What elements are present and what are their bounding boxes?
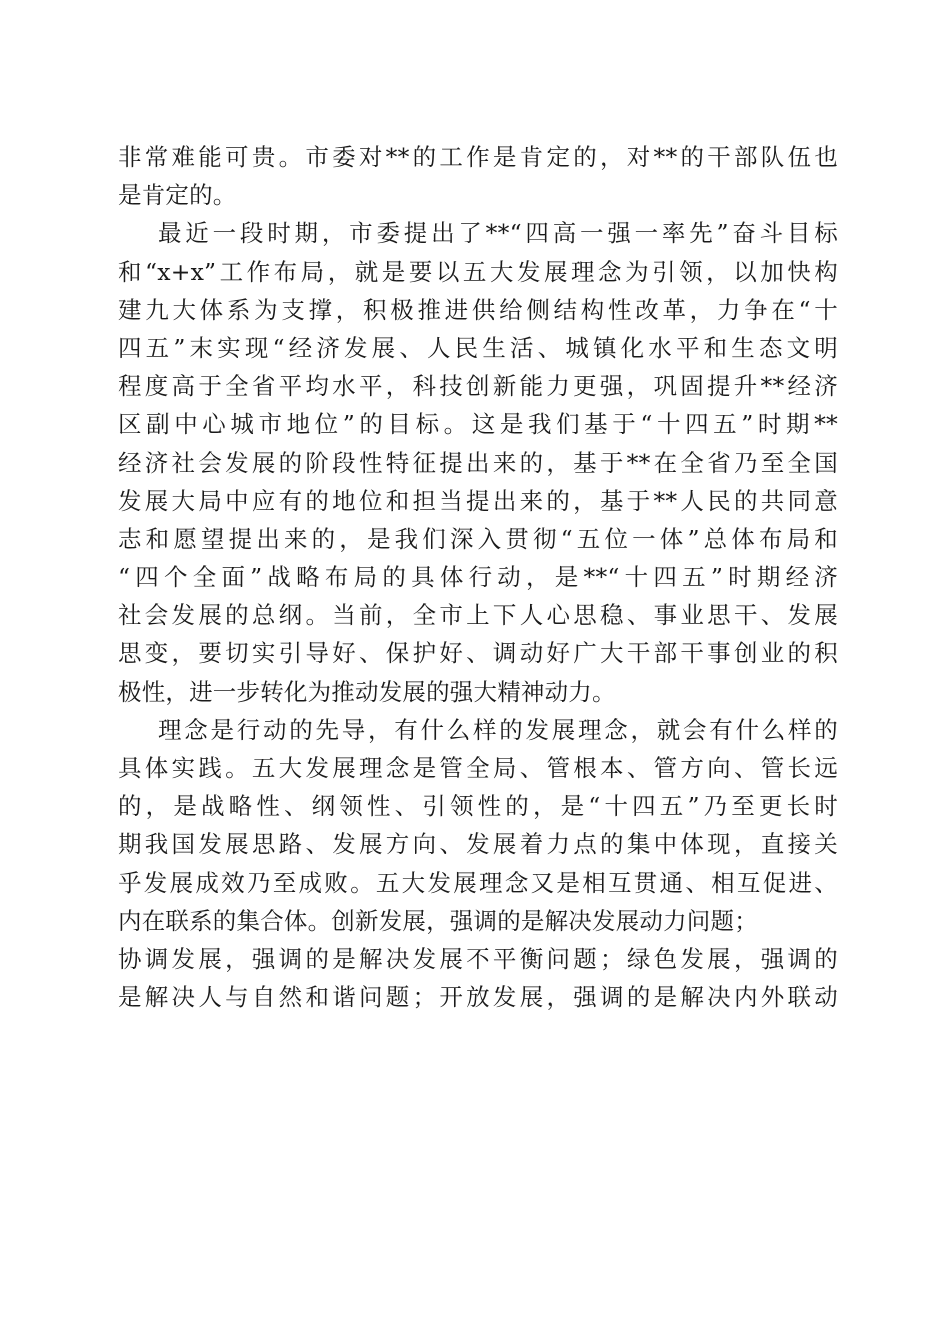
text-line-9: 经济社会发展的阶段性特征提出来的，基于**在全省乃至全国 [118,448,838,477]
text-line-4: 和“x+x”工作布局，就是要以五大发展理念为引领，以加快构 [118,257,838,286]
document-body [118,138,838,1016]
text-line-19: 期我国发展思路、发展方向、发展着力点的集中体现，直接关 [118,830,838,859]
text-line-5: 建九大体系为支撑，积极推进供给侧结构性改革，力争在“十 [118,295,838,324]
text-line-13: 社会发展的总纲。当前，全市上下人心思稳、事业思干、发展 [118,601,838,630]
text-line-21: 内在联系的集合体。创新发展，强调的是解决发展动力问题； [118,906,758,935]
text-line-1: 非常难能可贵。市委对**的工作是肯定的，对**的干部队伍也 [118,143,838,171]
text-line-6: 四五”末实现“经济发展、人民生活、城镇化水平和生态文明 [118,333,838,362]
text-line-20: 乎发展成效乃至成败。五大发展理念又是相互贯通、相互促进、 [118,868,838,897]
text-line-8: 区副中心城市地位”的目标。这是我们基于“十四五”时期** [118,410,838,439]
text-line-11: 志和愿望提出来的，是我们深入贯彻“五位一体”总体布局和 [118,524,838,553]
text-line-15: 极性，进一步转化为推动发展的强大精神动力。 [118,677,616,706]
text-line-22: 协调发展，强调的是解决发展不平衡问题；绿色发展，强调的 [118,944,838,973]
text-line-14: 思变，要切实引导好、保护好、调动好广大干部干事创业的积 [118,639,838,668]
text-line-16: 理念是行动的先导，有什么样的发展理念，就会有什么样的 [158,715,838,744]
text-line-18: 的，是战略性、纲领性、引领性的，是“十四五”乃至更长时 [118,792,838,821]
text-line-12: “四个全面”战略布局的具体行动，是**“十四五”时期经济 [118,563,838,592]
text-line-2: 是肯定的。 [118,181,237,210]
text-line-10: 发展大局中应有的地位和担当提出来的，基于**人民的共同意 [118,486,838,515]
text-line-3: 最近一段时期，市委提出了**“四高一强一率先”奋斗目标 [158,219,838,248]
text-line-7: 程度高于全省平均水平，科技创新能力更强，巩固提升**经济 [118,372,838,401]
text-line-23: 是解决人与自然和谐问题；开放发展，强调的是解决内外联动 [118,983,838,1012]
text-line-17: 具体实践。五大发展理念是管全局、管根本、管方向、管长远 [118,754,838,782]
